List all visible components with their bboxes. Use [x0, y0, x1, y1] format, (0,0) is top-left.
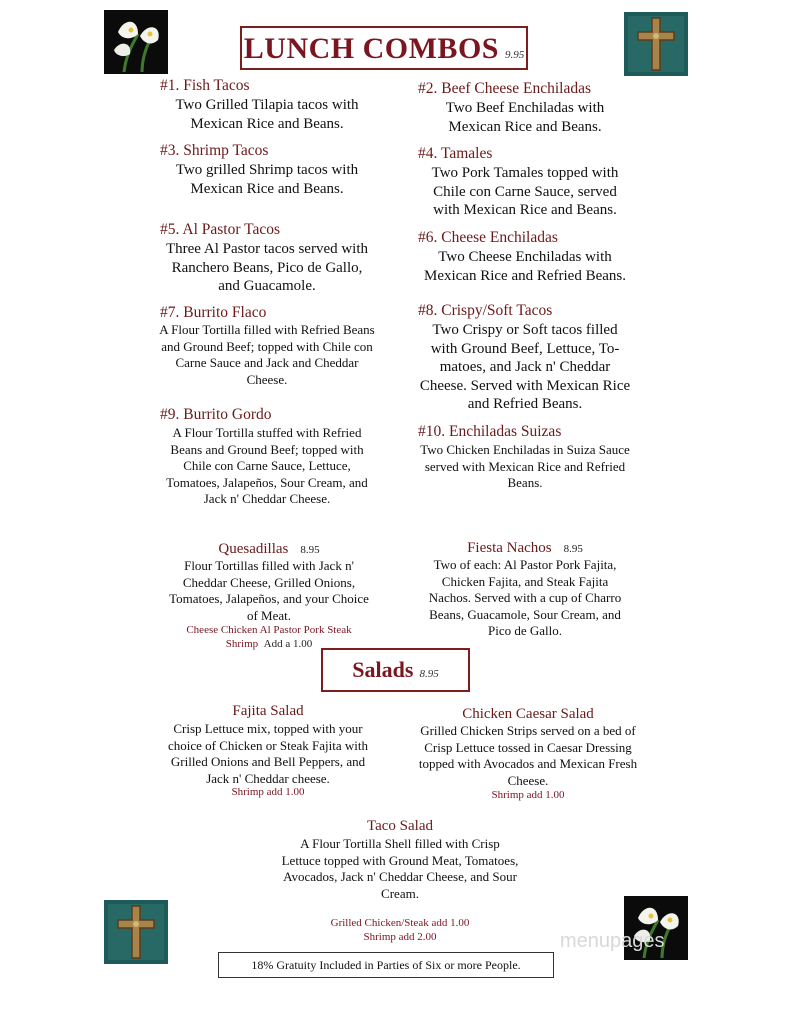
lunch-combos-title-box	[240, 26, 528, 70]
combo-8-heading: #8. Crispy/Soft Tacos	[418, 302, 553, 319]
combo-4-desc: Two Pork Tamales topped with Chile con Carne Sauce, served with Mexican Rice and Beans.	[431, 165, 619, 218]
combo-1-desc: Two Grilled Tilapia tacos with Mexican Rice and Beans.	[175, 97, 359, 132]
calla-lily-icon	[104, 10, 168, 74]
combo-9-heading: #9. Burrito Gordo	[160, 406, 272, 423]
combo-4-heading: #4. Tamales	[418, 145, 493, 162]
salads-price: 8.95	[419, 668, 439, 680]
combo-10-desc: Two Chicken Enchiladas in Suiza Sauce served with Mexican Rice and Refried Beans.	[420, 442, 630, 490]
combo-8-desc: Two Crispy or Soft tacos filled with Ground Beef, Lettuce, To-matoes, and Jack n' Cheddar Cheese. Served with Mexican Rice and Refried Beans.	[419, 322, 631, 412]
salads-title: Salads	[352, 657, 414, 682]
combo-2-desc: Two Beef Enchiladas with Mexican Rice and Beans.	[445, 100, 605, 135]
combo-6-desc: Two Cheese Enchiladas with Mexican Rice and Refried Beans.	[423, 249, 626, 284]
combo-6-heading: #6. Cheese Enchiladas	[418, 229, 558, 246]
fajita-salad-addon: Shrimp add 1.00	[231, 786, 305, 798]
lunch-combos-price: 9.95	[504, 49, 525, 61]
nachos-header	[420, 539, 630, 557]
combo-3-desc: Two grilled Shrimp tacos with Mexican Rice and Beans.	[175, 162, 359, 197]
combo-7-desc: A Flour Tortilla filled with Refried Beans and Ground Beef; topped with Chile con Carne Sauce and Jack and Cheddar Cheese.	[159, 322, 375, 387]
caesar-salad-desc: Grilled Chicken Strips served on a bed of Crisp Lettuce tossed in Caesar Dressing topped with Avocados and Mexican Fresh Cheese.	[418, 723, 638, 788]
fajita-salad-desc: Crisp Lettuce mix, topped with your choice of Chicken or Steak Fajita with Grilled Onions and Bell Peppers, and Jack n' Cheddar cheese.	[167, 721, 368, 786]
combo-10-heading: #10. Enchiladas Suizas	[418, 423, 562, 440]
combo-9-desc: A Flour Tortilla stuffed with Refried Beans and Ground Beef; topped with Chile con Carne Sauce, Lettuce, Tomatoes, Jalapeños, Sour Cream, and Jack n' Cheddar Cheese.	[166, 425, 368, 506]
caesar-salad-addon: Shrimp add 1.00	[491, 789, 565, 801]
gratuity-note: 18% Gratuity Included in Parties of Six or more People.	[218, 952, 554, 978]
nachos-desc: Two of each: Al Pastor Pork Fajita, Chicken Fajita, and Steak Fajita Nachos. Served with a cup of Charro Beans, Guacamole, Sour Cream, and Pico de Gallo.	[428, 557, 622, 638]
salads-title-box	[321, 648, 470, 692]
fajita-salad-heading: Fajita Salad	[232, 703, 304, 719]
quesadillas-price: 8.95	[300, 544, 320, 556]
combo-5-desc: Three Al Pastor tacos served with Ranchero Beans, Pico de Gallo, and Guacamole.	[165, 241, 369, 294]
quesadillas-header	[162, 540, 376, 558]
quesadillas-shrimp-add: Add a 1.00	[263, 638, 313, 650]
taco-salad-addon-1: Grilled Chicken/Steak add 1.00	[330, 917, 470, 929]
quesadillas-shrimp-label: Shrimp	[225, 638, 259, 650]
taco-salad-heading: Taco Salad	[366, 818, 433, 834]
combo-7-heading: #7. Burrito Flaco	[160, 304, 267, 321]
taco-salad-addon-2: Shrimp add 2.00	[363, 931, 437, 943]
taco-salad-desc: A Flour Tortilla Shell filled with Crisp Lettuce topped with Ground Meat, Tomatoes, Avocados, Jack n' Cheddar Cheese, and Sour Cream.	[281, 836, 519, 901]
combo-3-heading: #3. Shrimp Tacos	[160, 142, 269, 159]
cross-icon	[104, 900, 168, 964]
watermark: menupages	[560, 930, 665, 952]
quesadillas-heading: Quesadillas	[218, 541, 289, 557]
quesadillas-options: Cheese Chicken Al Pastor Pork Steak	[186, 624, 352, 636]
caesar-salad-heading: Chicken Caesar Salad	[462, 706, 594, 722]
combo-1-heading: #1. Fish Tacos	[160, 77, 250, 94]
combo-2-heading: #2. Beef Cheese Enchiladas	[418, 80, 592, 97]
quesadillas-desc: Flour Tortillas filled with Jack n' Cheddar Cheese, Grilled Onions, Tomatoes, Jalapeños, and your Choice of Meat.	[169, 558, 369, 623]
combo-5-heading: #5. Al Pastor Tacos	[160, 221, 281, 238]
nachos-price: 8.95	[563, 543, 583, 555]
cross-icon	[624, 12, 688, 76]
page-title: LUNCH COMBOS	[243, 32, 499, 65]
nachos-heading: Fiesta Nachos	[467, 540, 552, 556]
